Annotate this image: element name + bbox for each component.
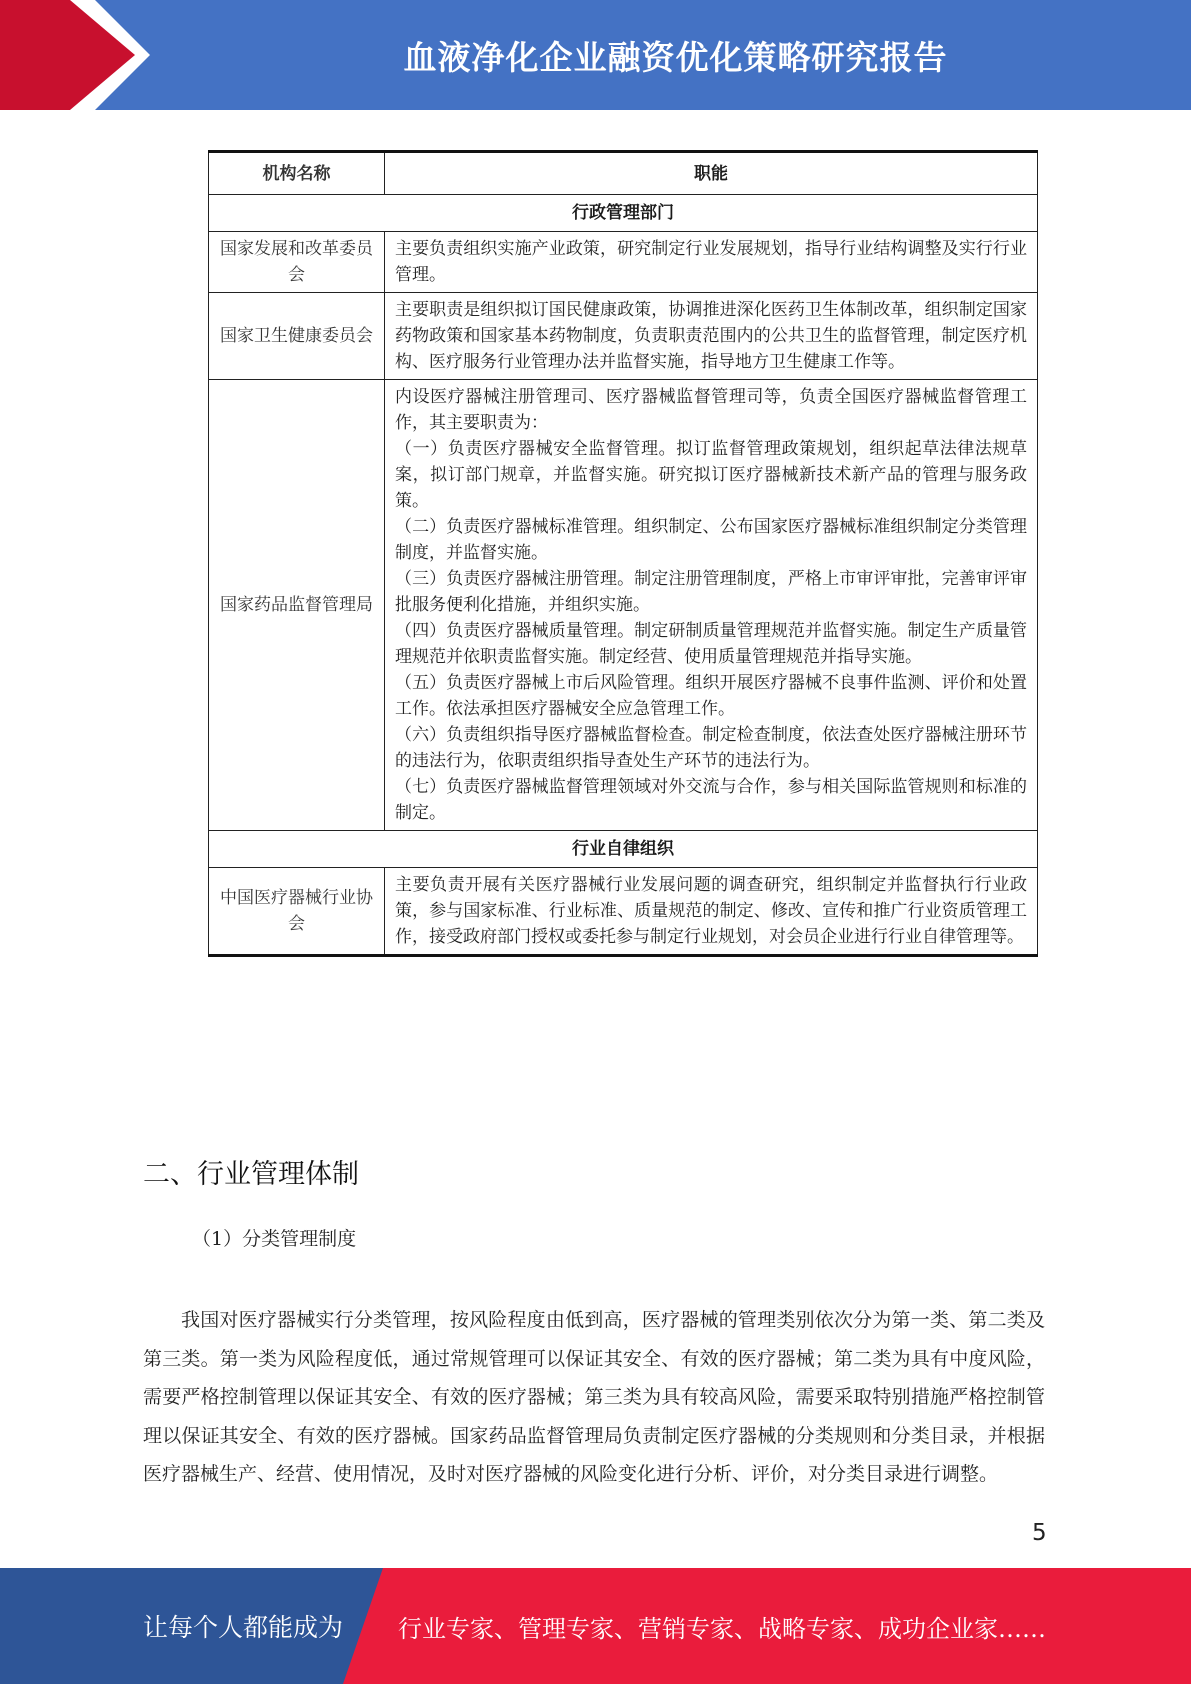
function-text: 主要职责是组织拟订国民健康政策，协调推进深化医药卫生体制改革，组织制定国家药物政策和国家基本药物制度，负责职责范围内的公共卫生的监督管理，制定医疗机构、医疗服务行业管理办法并监督实施，指导地方卫生健康工作等。 bbox=[395, 300, 1027, 372]
institution-name: 国家卫生健康委员会 bbox=[209, 293, 385, 380]
function-text: （一）负责医疗器械安全监督管理。拟订监督管理政策规划，组织起草法律法规草案，拟订部门规章，并监督实施。研究拟订医疗器械新技术新产品的管理与服务政策。 bbox=[395, 439, 1027, 511]
function-text: （二）负责医疗器械标准管理。组织制定、公布国家医疗器械标准组织制定分类管理制度，并监督实施。 bbox=[395, 517, 1027, 563]
page-number: 5 bbox=[1032, 1520, 1047, 1546]
page-footer bbox=[0, 1568, 1191, 1684]
section-row-admin bbox=[209, 195, 1038, 232]
page-header bbox=[0, 0, 1191, 110]
function-text: （四）负责医疗器械质量管理。制定研制质量管理规范并监督实施。制定生产质量管理规范并依职责监督实施。制定经营、使用质量管理规范并指导实施。 bbox=[395, 621, 1027, 667]
function-text: （七）负责医疗器械监督管理领域对外交流与合作，参与相关国际监管规则和标准的制定。 bbox=[395, 777, 1027, 823]
body-paragraph: 我国对医疗器械实行分类管理，按风险程度由低到高，医疗器械的管理类别依次分为第一类、第二类及第三类。第一类为风险程度低，通过常规管理可以保证其安全、有效的医疗器械；第二类为具有中度风险，需要严格控制管理以保证其安全、有效的医疗器械；第三类为具有较高风险，需要采取特别措施严格控制管理以保证其安全、有效的医疗器械。国家药品监督管理局负责制定医疗器械的分类规则和分类目录，并根据医疗器械生产、经营、使用情况，及时对医疗器械的风险变化进行分析、评价，对分类目录进行调整。 bbox=[143, 1309, 1045, 1485]
column-header-function: 职能 bbox=[385, 152, 1038, 195]
section-title: 行政管理部门 bbox=[209, 195, 1038, 232]
function-text: （三）负责医疗器械注册管理。制定注册管理制度，严格上市审评审批，完善审评审批服务便利化措施，并组织实施。 bbox=[395, 569, 1027, 615]
institution-function bbox=[385, 232, 1038, 293]
function-text: 主要负责组织实施产业政策，研究制定行业发展规划，指导行业结构调整及实行行业管理。 bbox=[395, 239, 1027, 285]
section-heading: 二、行业管理体制 bbox=[143, 1159, 359, 1190]
institution-name: 国家发展和改革委员会 bbox=[209, 232, 385, 293]
header-arrow-decoration bbox=[0, 0, 160, 110]
footer-slogan-left: 让每个人都能成为 bbox=[143, 1613, 344, 1642]
section-row-selfregulation bbox=[209, 831, 1038, 868]
report-title: 血液净化企业融资优化策略研究报告 bbox=[403, 37, 948, 77]
table-header-row bbox=[209, 152, 1038, 195]
table-row bbox=[209, 232, 1038, 293]
institution-function bbox=[385, 293, 1038, 380]
function-text: （六）负责组织指导医疗器械监督检查。制定检查制度，依法查处医疗器械注册环节的违法行为，依职责组织指导查处生产环节的违法行为。 bbox=[395, 725, 1027, 771]
institution-function bbox=[385, 380, 1038, 831]
table-row bbox=[209, 380, 1038, 831]
function-text: 内设医疗器械注册管理司、医疗器械监督管理司等，负责全国医疗器械监督管理工作，其主要职责为： bbox=[395, 387, 1027, 433]
table-row bbox=[209, 868, 1038, 956]
column-header-name: 机构名称 bbox=[209, 152, 385, 195]
institution-name: 国家药品监督管理局 bbox=[209, 380, 385, 831]
sub-heading: （1）分类管理制度 bbox=[192, 1228, 357, 1250]
function-text: （五）负责医疗器械上市后风险管理。组织开展医疗器械不良事件监测、评价和处置工作。依法承担医疗器械安全应急管理工作。 bbox=[395, 673, 1027, 719]
footer-slogan-right: 行业专家、管理专家、营销专家、战略专家、成功企业家…… bbox=[398, 1614, 1046, 1643]
institution-name: 中国医疗器械行业协会 bbox=[209, 868, 385, 956]
section-title: 行业自律组织 bbox=[209, 831, 1038, 868]
institution-function bbox=[385, 868, 1038, 956]
function-text: 主要负责开展有关医疗器械行业发展问题的调查研究，组织制定并监督执行行业政策，参与国家标准、行业标准、质量规范的制定、修改、宣传和推广行业资质管理工作，接受政府部门授权或委托参与制定行业规划，对会员企业进行行业自律管理等。 bbox=[395, 875, 1027, 947]
table-row bbox=[209, 293, 1038, 380]
institution-table bbox=[208, 150, 1038, 957]
